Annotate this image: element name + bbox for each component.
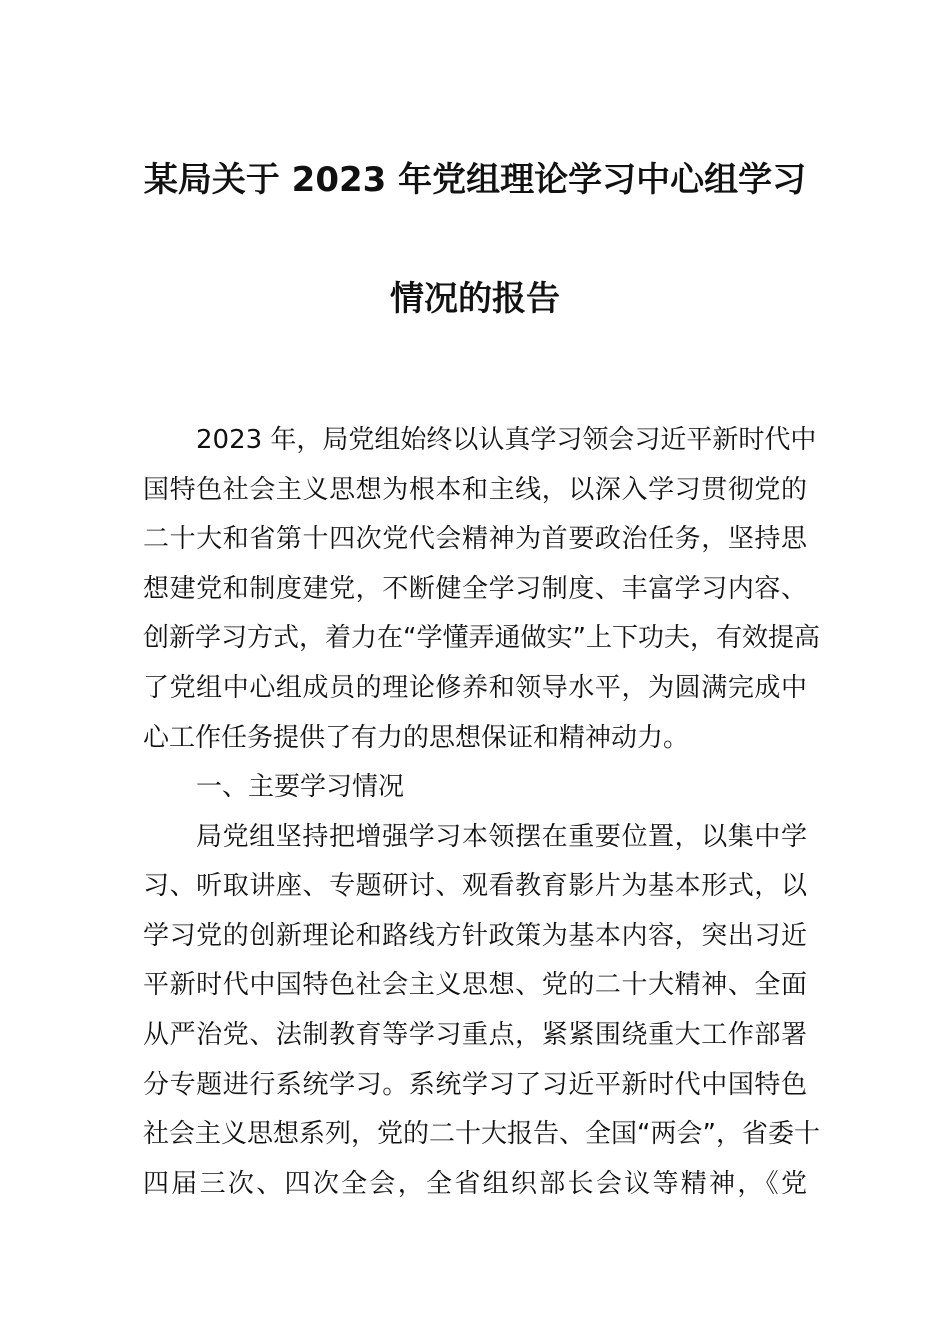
paragraph-line: 2023 年，局党组始终以认真学习领会习近平新时代中 <box>196 425 817 455</box>
paragraph-line: 国特色社会主义思想为根本和主线，以深入学习贯彻党的 <box>143 475 807 505</box>
document-title-line-1: 某局关于 2023 年党组理论学习中心组学习 <box>143 160 807 200</box>
paragraph-line: 四届三次、四次全会，全省组织部长会议等精神，《党 <box>143 1169 807 1199</box>
paragraph-line: 二十大和省第十四次党代会精神为首要政治任务，坚持思 <box>143 524 807 554</box>
paragraph-line: 分专题进行系统学习。系统学习了习近平新时代中国特色 <box>143 1070 807 1100</box>
paragraph-line: 了党组中心组成员的理论修养和领导水平，为圆满完成中 <box>143 673 807 703</box>
paragraph-line: 平新时代中国特色社会主义思想、党的二十大精神、全面 <box>143 970 807 1000</box>
paragraph-line: 社会主义思想系列，党的二十大报告、全国“两会”，省委十 <box>143 1119 820 1149</box>
paragraph-line: 习、听取讲座、专题研讨、观看教育影片为基本形式，以 <box>143 871 807 901</box>
paragraph-line: 从严治党、法制教育等学习重点，紧紧围绕重大工作部署 <box>143 1020 807 1050</box>
paragraph-line: 创新学习方式，着力在“学懂弄通做实”上下功夫，有效提高 <box>143 623 820 653</box>
paragraph-line: 心工作任务提供了有力的思想保证和精神动力。 <box>143 723 690 753</box>
paragraph-line: 想建党和制度建党，不断健全学习制度、丰富学习内容、 <box>143 574 807 604</box>
paragraph-line: 学习党的创新理论和路线方针政策为基本内容，突出习近 <box>143 921 807 951</box>
paragraph-line: 局党组坚持把增强学习本领摆在重要位置，以集中学 <box>196 822 807 852</box>
section-heading: 一、主要学习情况 <box>196 772 405 802</box>
document-title-line-2: 情况的报告 <box>390 279 560 319</box>
